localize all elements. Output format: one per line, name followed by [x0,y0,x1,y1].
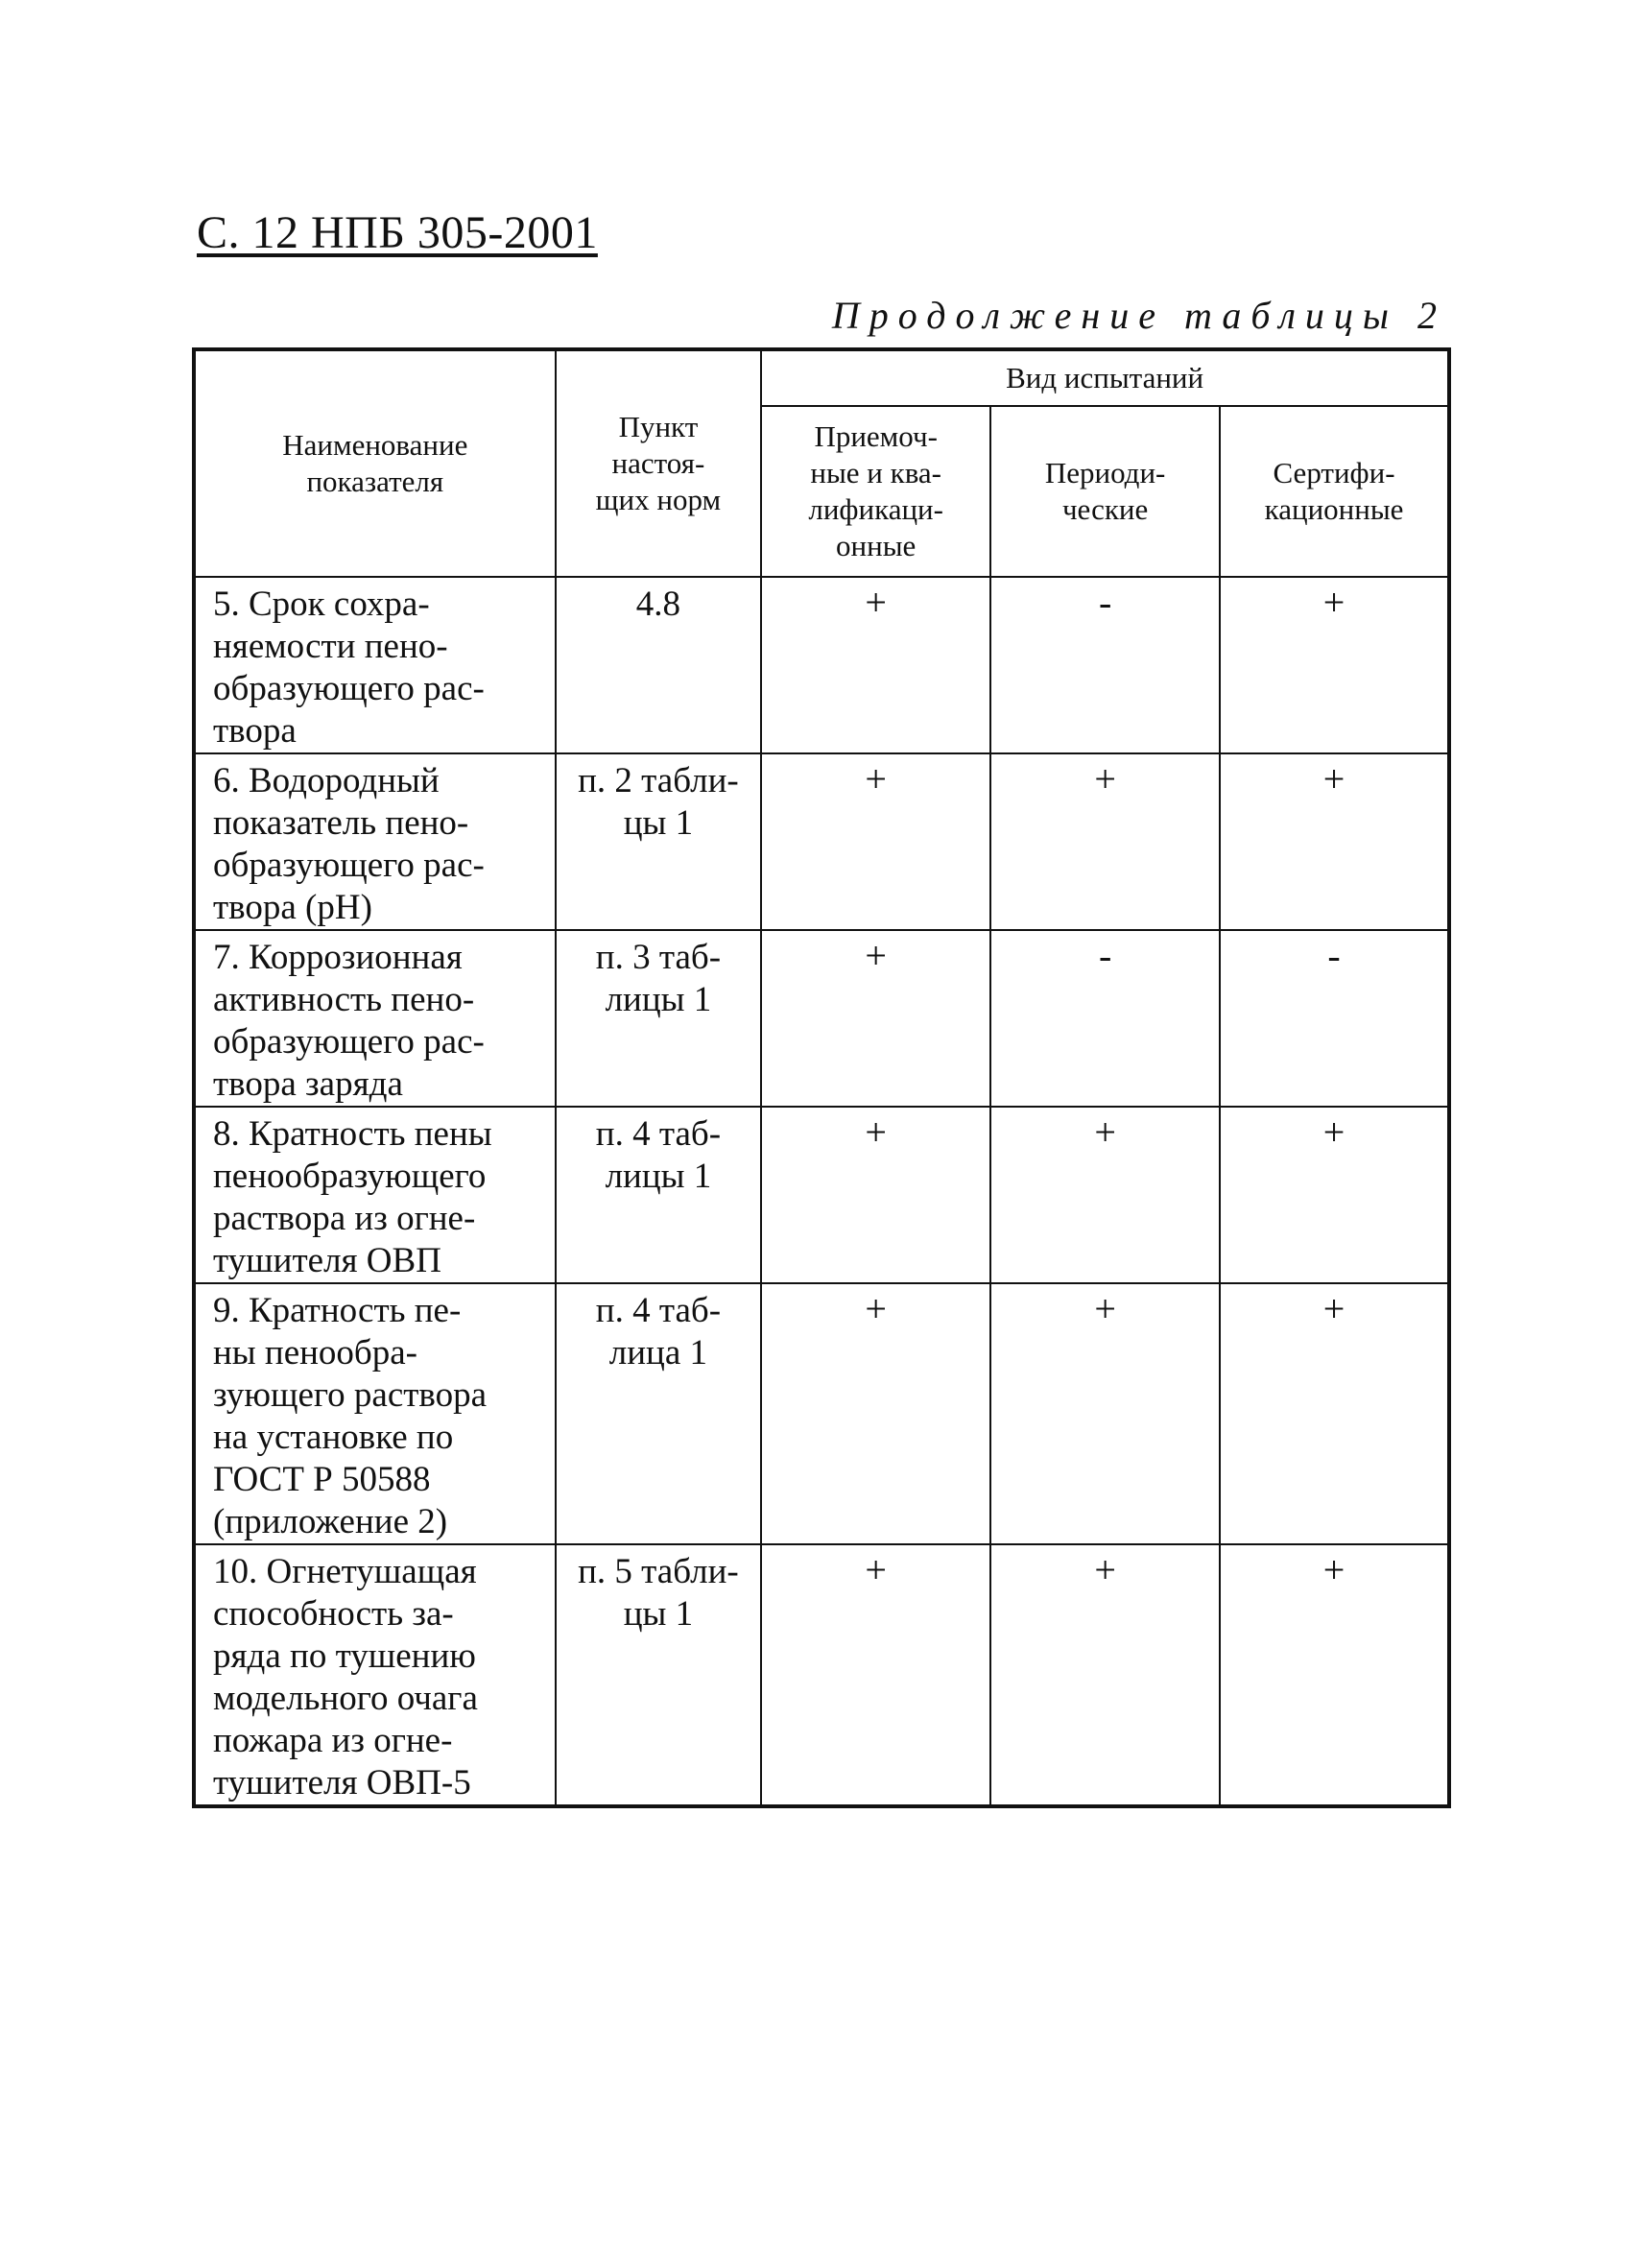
row-acceptance-mark: + [761,1107,990,1283]
row-clause: п. 4 таб- лицы 1 [556,1107,762,1283]
row-periodic-mark: + [990,753,1220,930]
row-clause: п. 5 табли- цы 1 [556,1544,762,1806]
row-name: 9. Кратность пе- ны пенообра- зующего раствора на установке по ГОСТ Р 50588 (приложение 2) [194,1283,556,1544]
table-row [194,930,1449,1107]
row-certification-mark: + [1220,753,1449,930]
page-header: С. 12 НПБ 305-2001 [197,207,598,258]
header-clause: Пункт настоя- щих норм [556,349,762,577]
table-row [194,753,1449,930]
row-acceptance-mark: + [761,753,990,930]
table-caption: Продолжение таблицы 2 [831,294,1446,337]
row-clause: п. 4 таб- лица 1 [556,1283,762,1544]
table-row [194,1283,1449,1544]
row-certification-mark: + [1220,577,1449,753]
row-periodic-mark: + [990,1544,1220,1806]
row-name: 8. Кратность пены пенообразующего раствора из огне- тушителя ОВП [194,1107,556,1283]
row-clause: 4.8 [556,577,762,753]
row-name: 10. Огнетушащая способность за- ряда по тушению модельного очага пожара из огне- тушителя ОВП-5 [194,1544,556,1806]
row-name: 5. Срок сохра- няемости пено- образующего рас- твора [194,577,556,753]
row-certification-mark: - [1220,930,1449,1107]
table-row [194,1107,1449,1283]
table-row [194,577,1449,753]
row-periodic-mark: + [990,1107,1220,1283]
row-acceptance-mark: + [761,577,990,753]
row-acceptance-mark: + [761,1544,990,1806]
row-periodic-mark: - [990,930,1220,1107]
row-periodic-mark: - [990,577,1220,753]
row-periodic-mark: + [990,1283,1220,1544]
row-name: 7. Коррозионная активность пено- образующего рас- твора заряда [194,930,556,1107]
row-certification-mark: + [1220,1283,1449,1544]
row-acceptance-mark: + [761,930,990,1107]
row-clause: п. 2 табли- цы 1 [556,753,762,930]
header-indicator-name: Наименование показателя [194,349,556,577]
specification-table [192,347,1451,1808]
row-acceptance-mark: + [761,1283,990,1544]
row-certification-mark: + [1220,1107,1449,1283]
table-row [194,1544,1449,1806]
header-certification: Сертифи- кационные [1220,406,1449,577]
header-acceptance: Приемоч- ные и ква- лификаци- онные [761,406,990,577]
row-certification-mark: + [1220,1544,1449,1806]
header-periodic: Периоди- ческие [990,406,1220,577]
row-name: 6. Водородный показатель пено- образующего рас- твора (pH) [194,753,556,930]
header-test-type: Вид испытаний [761,349,1449,406]
row-clause: п. 3 таб- лицы 1 [556,930,762,1107]
